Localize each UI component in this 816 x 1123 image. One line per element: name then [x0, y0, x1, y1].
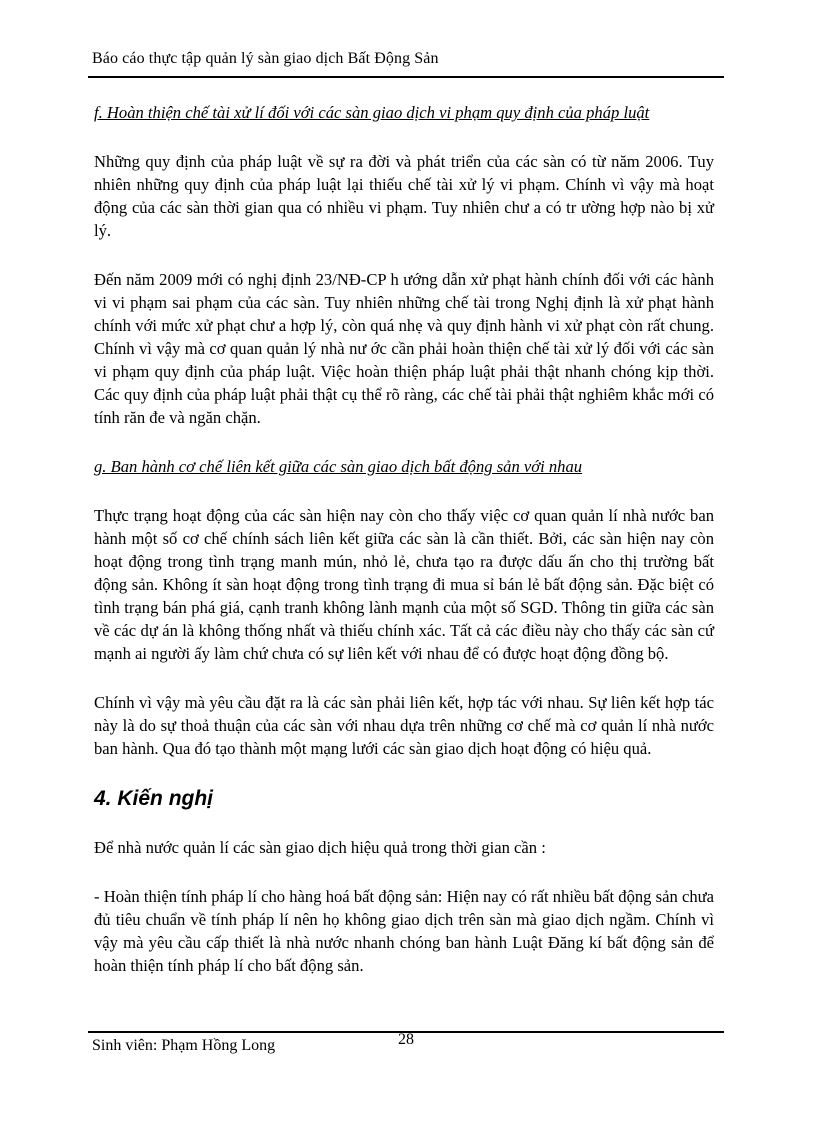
page-content	[94, 101, 714, 1003]
section-f-paragraph-2: Đến năm 2009 mới có nghị định 23/NĐ-CP h ướng dẫn xử phạt hành chính đối với các hành vi vi phạm sai phạm của các sàn. Tuy nhiên những chế tài trong Nghị định là xử phạt hành chính với mức xử phạt chư a hợp lý, còn quá nhẹ và quy định hành vi xử phạt còn rất chung. Chính vì vậy mà cơ quan quản lý nhà nư ớc cần phải hoàn thiện chế tài xử lý đối với các sàn vi phạm quy định của pháp luật. Việc hoàn thiện pháp luật phải thật nhanh chóng kịp thời. Các quy định của pháp luật phải thật cụ thể rõ ràng, các chế tài phải thật nghiêm khắc mới có tính răn đe và ngăn chặn.	[94, 270, 714, 427]
section-g-paragraph-2: Chính vì vậy mà yêu cầu đặt ra là các sàn phải liên kết, hợp tác với nhau. Sự liên kết hợp tác này là do sự thoả thuận của các sàn với nhau dựa trên những cơ chế mà cơ quản lí nhà nước ban hành. Qua đó tạo thành một mạng lưới các sàn giao dịch hoạt động có hiệu quả.	[94, 693, 714, 758]
section-4-item-1: - Hoàn thiện tính pháp lí cho hàng hoá bất động sản: Hiện nay có rất nhiều bất động sản chưa đủ tiêu chuẩn về tính pháp lí nên họ không giao dịch trên sàn mà giao dịch ngầm. Chính vì vậy mà yêu cầu cấp thiết là nhà nước nhanh chóng ban hành Luật Đăng kí bất động sản để hoàn thiện tính pháp lí cho bất động sản.	[94, 887, 714, 975]
section-g-heading: g. Ban hành cơ chế liên kết giữa các sàn giao dịch bất động sản với nhau	[94, 457, 583, 476]
header-divider	[88, 76, 724, 78]
footer-student-name: Sinh viên: Phạm Hồng Long	[92, 1037, 276, 1054]
page-number: 28	[398, 1031, 414, 1048]
section-f-paragraph-1: Những quy định của pháp luật về sự ra đời và phát triển của các sàn có từ năm 2006. Tuy nhiên những quy định của pháp luật lại thiếu chế tài xử lý vi phạm. Chính vì vậy mà hoạt động của các sàn thời gian qua có nhiều vi phạm. Tuy nhiên chư a có tr ường hợp nào bị xử lý.	[94, 152, 714, 240]
section-4-heading: 4. Kiến nghị	[94, 787, 214, 810]
section-f-heading: f. Hoàn thiện chế tài xử lí đối với các sàn giao dịch vi phạm quy định của pháp luật	[94, 103, 650, 122]
section-4-intro: Để nhà nước quản lí các sàn giao dịch hiệu quả trong thời gian cần :	[94, 838, 546, 857]
section-g-paragraph-1: Thực trạng hoạt động của các sàn hiện nay còn cho thấy việc cơ quan quản lí nhà nước ban hành một số cơ chế chính sách liên kết giữa các sàn là cần thiết. Bởi, các sàn hiện nay còn hoạt động trong tình trạng manh mún, nhỏ lẻ, chưa tạo ra được dấu ấn cho thị trường bất động sản. Không ít sàn hoạt động trong tình trạng đi mua sỉ bán lẻ bất động sản. Đặc biệt có tình trạng bán phá giá, cạnh tranh không lành mạnh của một số SGD. Thông tin giữa các sàn về các dự án là không thống nhất và thiếu chính xác. Tất cả các điều này cho thấy các sàn cứ mạnh ai người ấy làm chứ chưa có sự liên kết với nhau để có được hoạt động đồng bộ.	[94, 506, 714, 663]
page-header-title: Báo cáo thực tập quản lý sàn giao dịch Bất Động Sản	[92, 50, 439, 67]
